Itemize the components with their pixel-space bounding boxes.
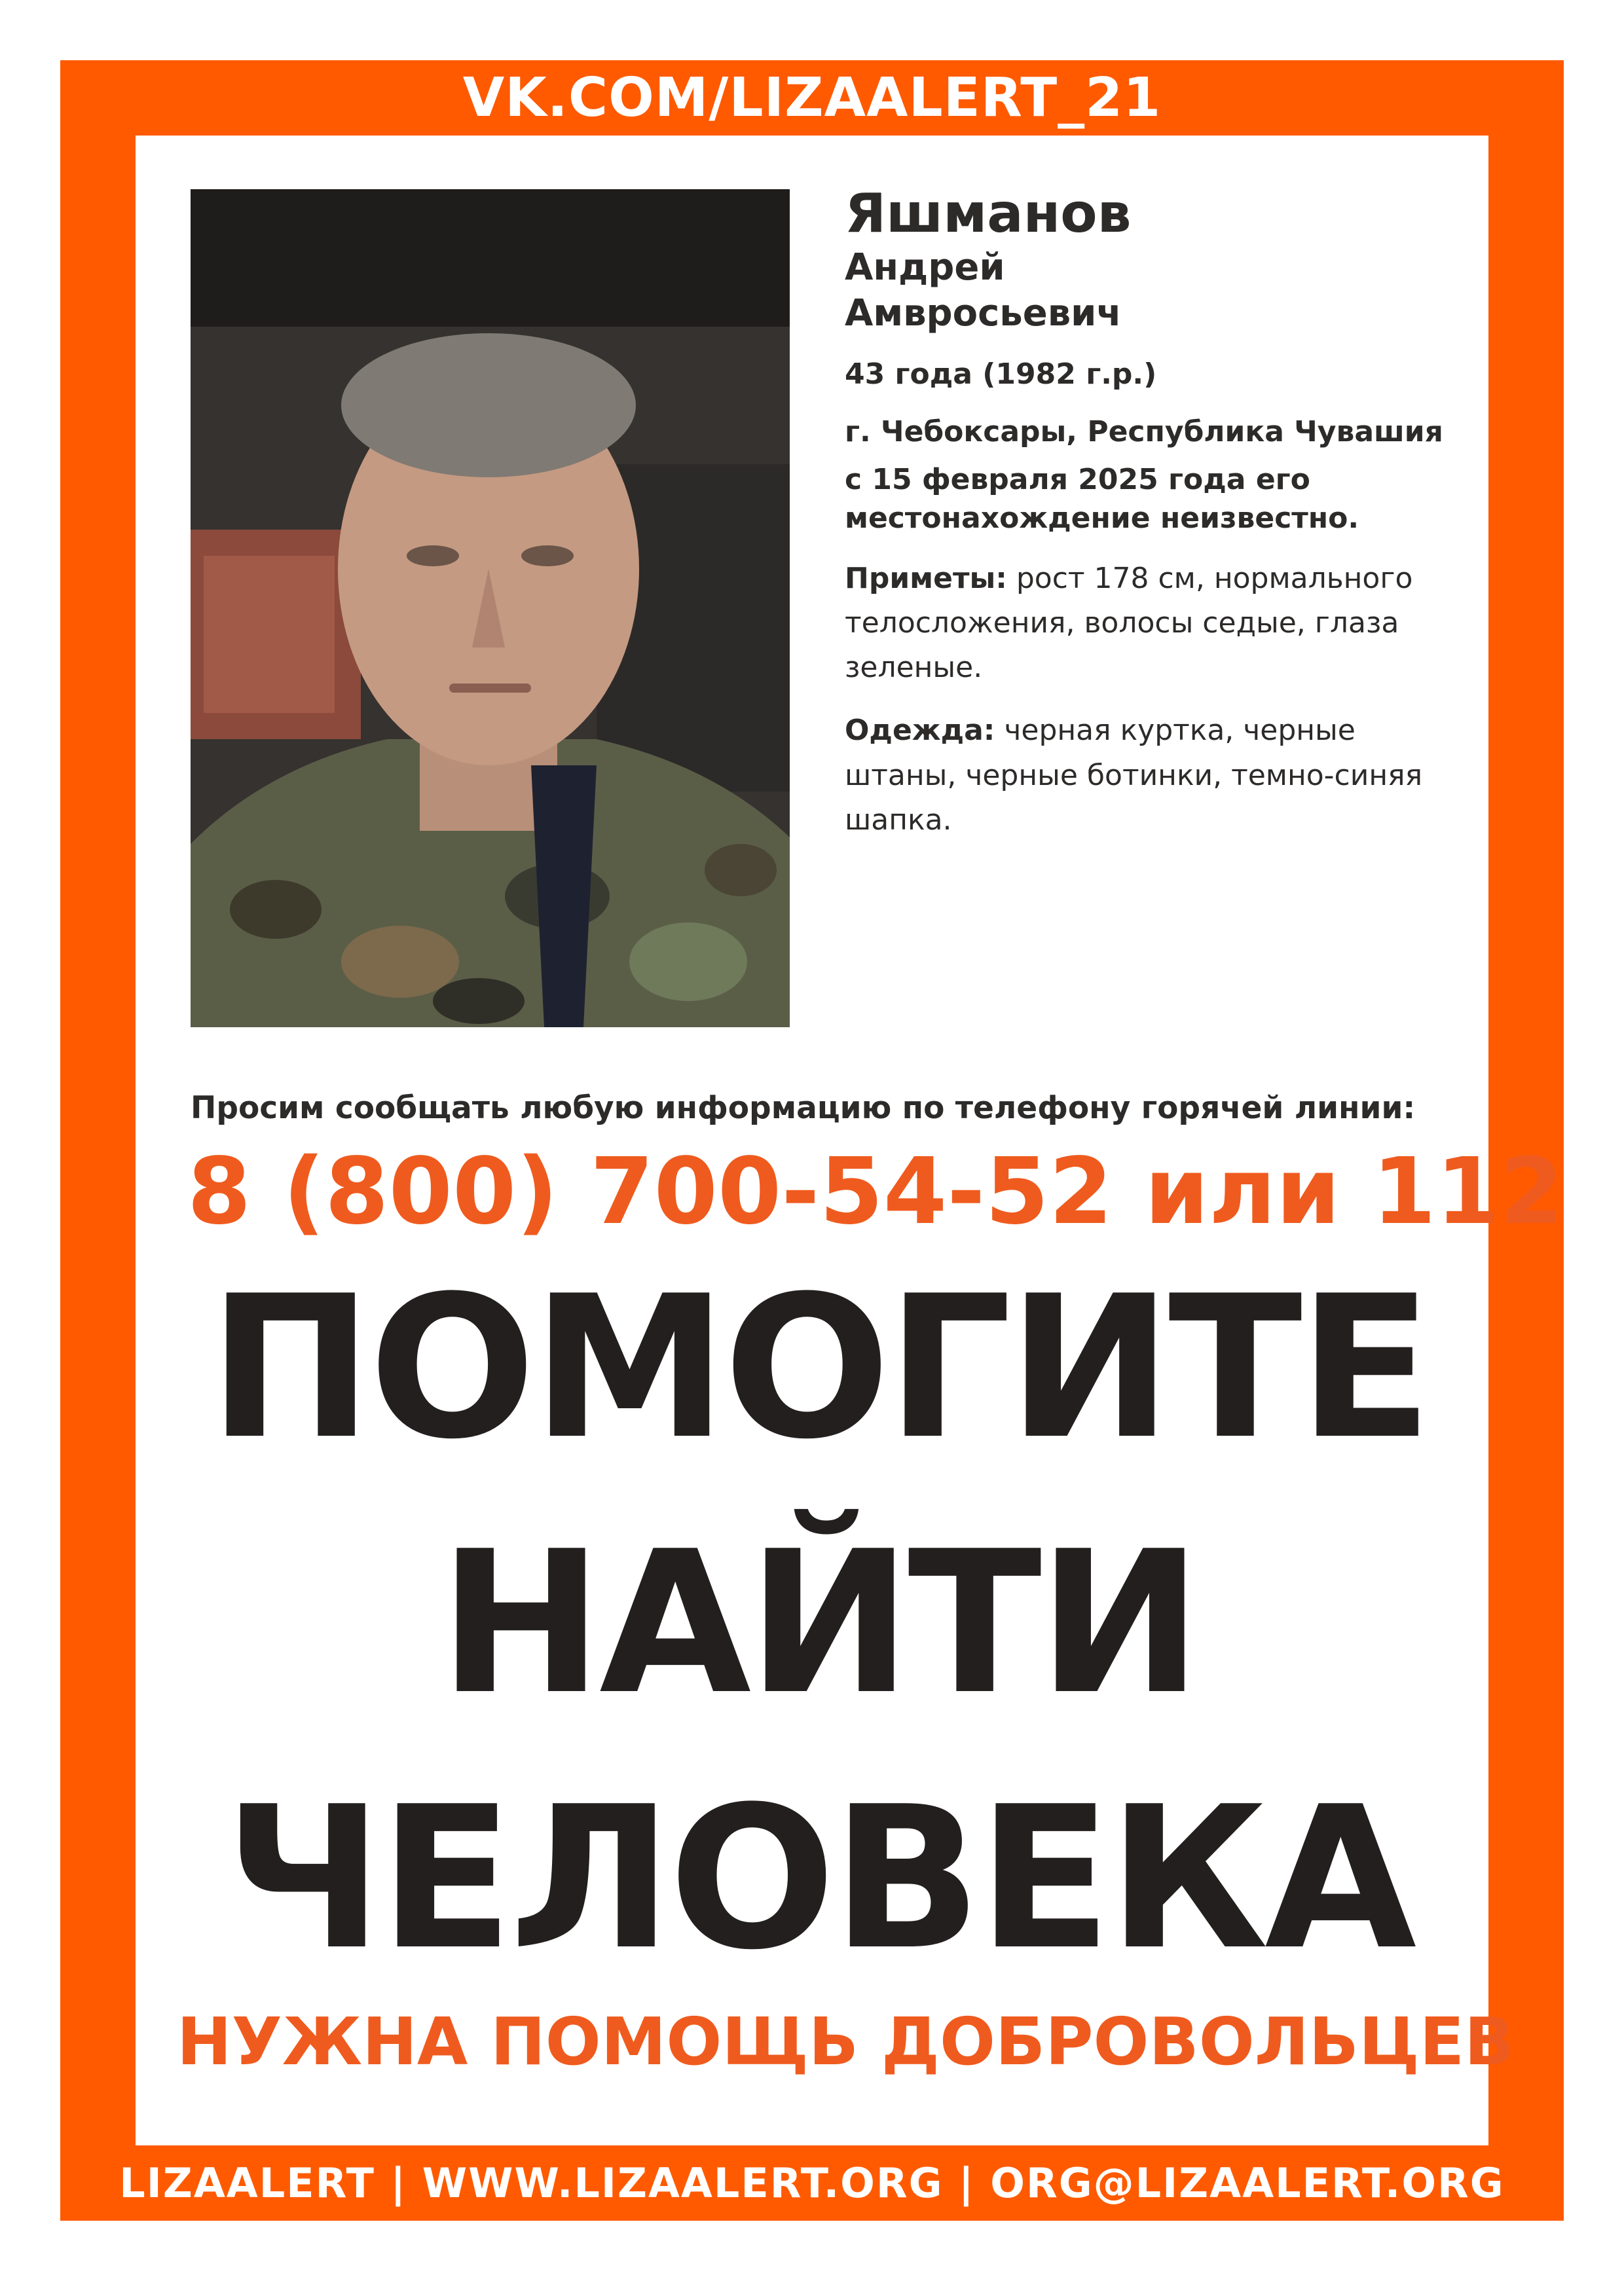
person-location: г. Чебоксары, Республика Чувашия: [845, 414, 1443, 448]
headline-line-1: ПОМОГИТЕ: [208, 1254, 1429, 1482]
hotline-request: Просим сообщать любую информацию по телефону горячей линии:: [191, 1090, 1416, 1126]
features-block: [845, 556, 1473, 691]
headline-line-2: НАЙТИ: [438, 1509, 1199, 1738]
clothing-text: черная куртка, черные штаны, черные ботинки, темно-синяя шапка.: [845, 714, 1423, 837]
volunteers-needed: НУЖНА ПОМОЩЬ ДОБРОВОЛЬЦЕВ: [177, 2003, 1515, 2080]
headline-line-3: ЧЕЛОВЕКА: [224, 1764, 1413, 1993]
person-patronymic: Амвросьевич: [845, 292, 1122, 335]
person-first-name: Андрей: [845, 246, 1005, 289]
photo-illustration: [191, 189, 790, 1027]
vk-group-url[interactable]: VK.COM/LIZAALERT_21: [462, 67, 1162, 129]
person-age: 43 года (1982 г.р.): [845, 357, 1157, 392]
features-text: рост 178 см, нормального телосложения, волосы седые, глаза зеленые.: [845, 561, 1413, 685]
missing-person-photo: [191, 189, 790, 1027]
person-surname: Яшманов: [845, 183, 1132, 245]
person-details: [845, 183, 1473, 843]
hotline-phone[interactable]: 8 (800) 700-54-52 или 112: [187, 1139, 1564, 1245]
footer-contacts[interactable]: LIZAALERT | WWW.LIZAALERT.ORG | ORG@LIZAALERT.ORG: [119, 2159, 1505, 2207]
features-label: Приметы:: [845, 561, 1007, 595]
clothing-label: Одежда:: [845, 714, 995, 748]
missing-since: с 15 февраля 2025 года его местонахождение неизвестно.: [845, 463, 1359, 536]
clothing-block: [845, 708, 1473, 843]
